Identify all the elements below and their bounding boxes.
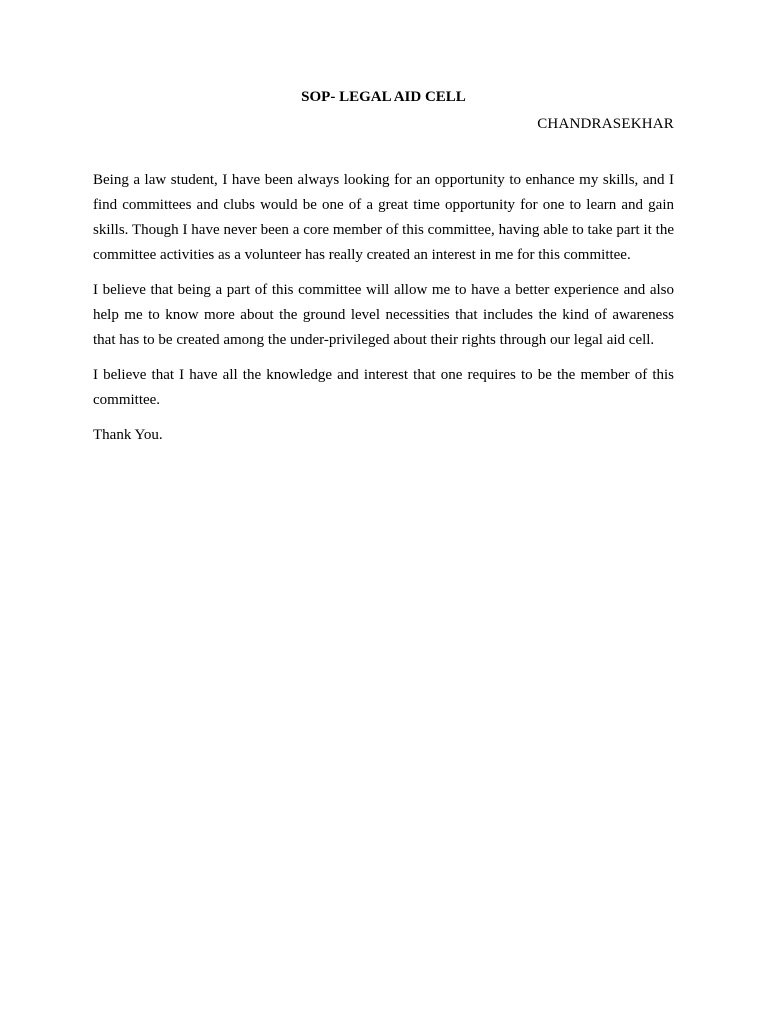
author-name: CHANDRASEKHAR [537, 116, 674, 132]
closing-thanks: Thank You. [93, 427, 163, 443]
paragraph-intro: Being a law student, I have been always looking for an opportunity to enhance my skills, and I find committees and clubs would be one of a great time opportunity for one to learn and gain skills. Though I have never been a core member of this committee, having able to take part it the committee activities as a volunteer has really created an interest in me for this committee. [93, 172, 674, 263]
paragraph-qualification: I believe that I have all the knowledge and interest that one requires to be the member of this committee. [93, 367, 674, 408]
document-title: SOP- LEGAL AID CELL [301, 89, 466, 105]
document-page [93, 87, 674, 458]
document-body [93, 168, 674, 448]
paragraph-belief: I believe that being a part of this committee will allow me to have a better experience and also help me to know more about the ground level necessities that includes the kind of awareness that has to be created among the under-privileged about their rights through our legal aid cell. [93, 282, 674, 348]
